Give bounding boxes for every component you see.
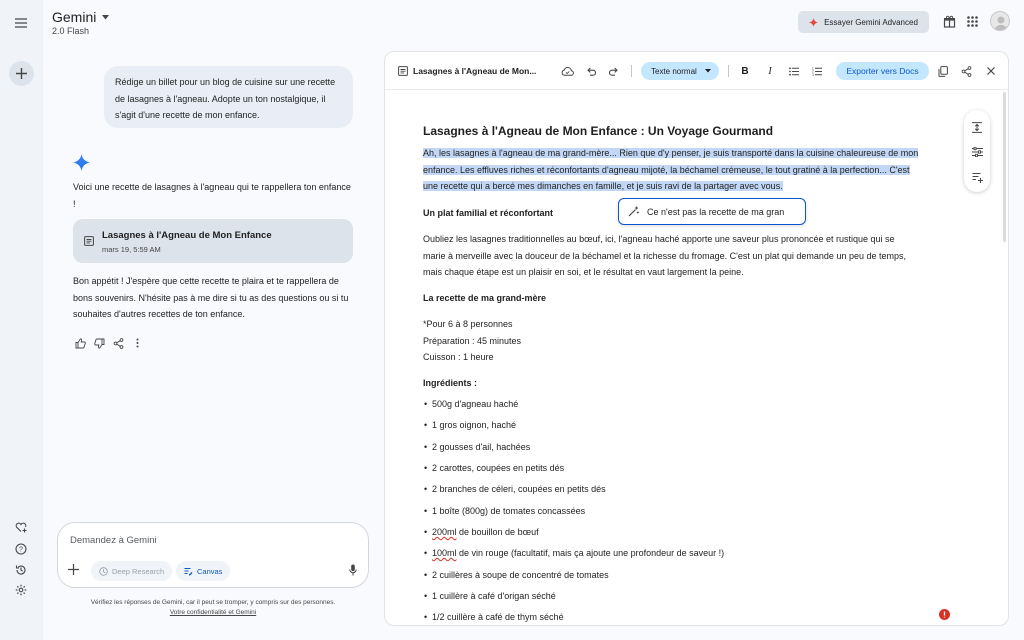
document-icon [396, 64, 410, 78]
canvas-doc-chip[interactable] [73, 219, 353, 263]
list-item: • 2 cuillères à soupe de concentré de tomates [432, 570, 609, 580]
reply-intro: Voici une recette de lasagnes à l'agneau qui te rappellera ton enfance ! [73, 182, 351, 209]
edit-length-icon[interactable] [971, 121, 983, 133]
history-icon[interactable] [12, 561, 30, 579]
svg-text:3: 3 [812, 72, 814, 76]
user-message: Rédige un billet pour un blog de cuisine sur une recette de lasagnes à l'agneau. Adopte un ton nostalgique, il s'agit d'une recette de mon enfance. [104, 66, 353, 128]
left-rail [0, 0, 43, 640]
cloud-saved-icon [560, 64, 574, 78]
ask-gemini-edit-input[interactable]: Ce n'est pas la recette de ma gran [618, 198, 806, 225]
microphone-icon[interactable] [349, 564, 357, 576]
disclaimer: Vérifiez les réponses de Gemini, car il peut se tromper, y compris sur des personnes. Votre confidentialité et Gemini [57, 598, 369, 618]
canvas-doc-name: Lasagnes à l'Agneau de Mon... [413, 66, 537, 76]
bulleted-list-icon[interactable] [787, 64, 801, 78]
undo-icon[interactable] [584, 64, 598, 78]
toolbar-divider [728, 65, 729, 77]
magic-edit-icon [628, 206, 639, 217]
document-icon [84, 236, 94, 246]
gems-icon[interactable] [12, 518, 30, 536]
deep-research-icon [99, 567, 108, 576]
bold-button[interactable]: B [741, 65, 749, 77]
list-item: • 1 boîte (800g) de tomates concassées [432, 506, 585, 516]
close-icon[interactable] [984, 64, 998, 78]
sparkle-icon [809, 18, 818, 27]
model-name: 2.0 Flash [52, 26, 90, 36]
settings-icon[interactable] [12, 581, 30, 599]
more-options-icon[interactable] [131, 337, 143, 349]
selected-line: une recette qui a bercé mes dimanches en famille, et je suis ravi de la partager avec vous. [423, 181, 783, 191]
add-attachment-icon[interactable] [68, 564, 79, 575]
chevron-down-icon [102, 15, 109, 20]
redo-icon[interactable] [607, 64, 621, 78]
doc-paragraph: Oubliez les lasagnes traditionnelles au bœuf, ici, l'agneau haché apporte une saveur plus prononcée et rustique qui se marie à merveille avec la douceur de la béchamel et la richesse du fromage. C'est un plat qui demande un peu de temps, mais chaque étape est un plaisir en soi, et le résultat en vaut largement la peine. [423, 234, 906, 277]
toolbar-divider [631, 65, 632, 77]
thumbs-down-icon[interactable] [93, 337, 105, 349]
doc-info: *Pour 6 à 8 personnes Préparation : 45 minutes Cuisson : 1 heure [423, 319, 522, 362]
canvas-toolbar [385, 52, 1009, 90]
selected-paragraph [423, 145, 953, 195]
menu-icon[interactable] [12, 14, 30, 32]
privacy-link[interactable]: Votre confidentialité et Gemini [169, 609, 257, 616]
gemini-sparkle-icon [73, 154, 90, 171]
doc-heading: La recette de ma grand-mère [423, 293, 547, 303]
apps-grid-icon[interactable] [964, 13, 980, 29]
svg-text:2: 2 [812, 69, 814, 74]
side-tools [964, 110, 990, 192]
suggest-edits-icon[interactable] [971, 171, 983, 183]
italic-button[interactable]: I [768, 65, 772, 77]
selected-line: enfance. Les effluves riches et réconfortants d'agneau mijoté, la béchamel crémeuse, le tout gratiné à la perfection... C'est [423, 164, 910, 175]
list-item: • 1/2 cuillère à café de thym séché [432, 612, 564, 622]
list-item: • 200ml de bouillon de bœuf [432, 527, 539, 537]
deep-research-button[interactable]: Deep Research [91, 561, 172, 581]
list-item: • 2 gousses d'ail, hachées [432, 442, 530, 452]
canvas-panel [384, 51, 1009, 626]
notification-badge[interactable] [939, 609, 950, 620]
doc-heading: Un plat familial et réconfortant [423, 208, 554, 218]
prompt-input[interactable]: Demandez à Gemini [70, 535, 157, 546]
numbered-list-icon[interactable] [810, 64, 824, 78]
ingredients-heading: Ingrédients : [423, 378, 478, 388]
copy-icon[interactable] [936, 64, 950, 78]
share-icon[interactable] [959, 64, 973, 78]
selected-line: Ah, les lasagnes à l'agneau de ma grand-mère... Rien que d'y penser, je suis transporté dans la cuisine chaleureuse de mon [423, 148, 919, 158]
svg-text:1: 1 [812, 66, 814, 70]
try-advanced-button[interactable]: Essayer Gemini Advanced [798, 11, 929, 33]
list-item: • 100ml de vin rouge (facultatif, mais ça ajoute une profondeur de saveur !) [432, 548, 724, 558]
thumbs-up-icon[interactable] [74, 337, 86, 349]
list-item: • 1 gros oignon, haché [432, 420, 516, 430]
help-icon[interactable] [12, 540, 30, 558]
list-item: • 2 carottes, coupées en petits dés [432, 463, 564, 473]
doc-chip-date: mars 19, 5:59 AM [102, 245, 161, 254]
avatar[interactable] [990, 11, 1010, 31]
canvas-scrollbar[interactable] [1003, 92, 1006, 242]
export-to-docs-button[interactable]: Exporter vers Docs [836, 62, 929, 80]
canvas-button[interactable]: Canvas [176, 561, 230, 581]
prompt-box[interactable] [57, 522, 369, 588]
chevron-down-icon [705, 69, 711, 73]
list-item: • 2 branches de céleri, coupées en petits dés [432, 484, 606, 494]
doc-chip-title: Lasagnes à l'Agneau de Mon Enfance [102, 230, 272, 241]
reading-level-icon[interactable] [971, 146, 983, 158]
list-item: • 1 cuillère à café d'origan séché [432, 591, 556, 601]
list-item: • 500g d'agneau haché [432, 399, 518, 409]
app-title: Gemini [52, 9, 97, 25]
canvas-icon [184, 567, 193, 576]
reply-outro: Bon appétit ! J'espère que cette recette te plaira et te rappellera de bons souvenirs. N'hésite pas à me dire si tu as des questions ou si tu souhaites d'autres recettes de ton enfance. [73, 276, 349, 319]
gift-icon[interactable] [941, 13, 957, 29]
doc-title: Lasagnes à l'Agneau de Mon Enfance : Un Voyage Gourmand [423, 124, 774, 138]
text-style-select[interactable]: Texte normal [641, 62, 719, 80]
svg-text:?: ? [19, 546, 23, 554]
new-chat-button[interactable] [9, 61, 34, 86]
model-switcher[interactable] [52, 9, 109, 25]
share-icon[interactable] [112, 337, 124, 349]
